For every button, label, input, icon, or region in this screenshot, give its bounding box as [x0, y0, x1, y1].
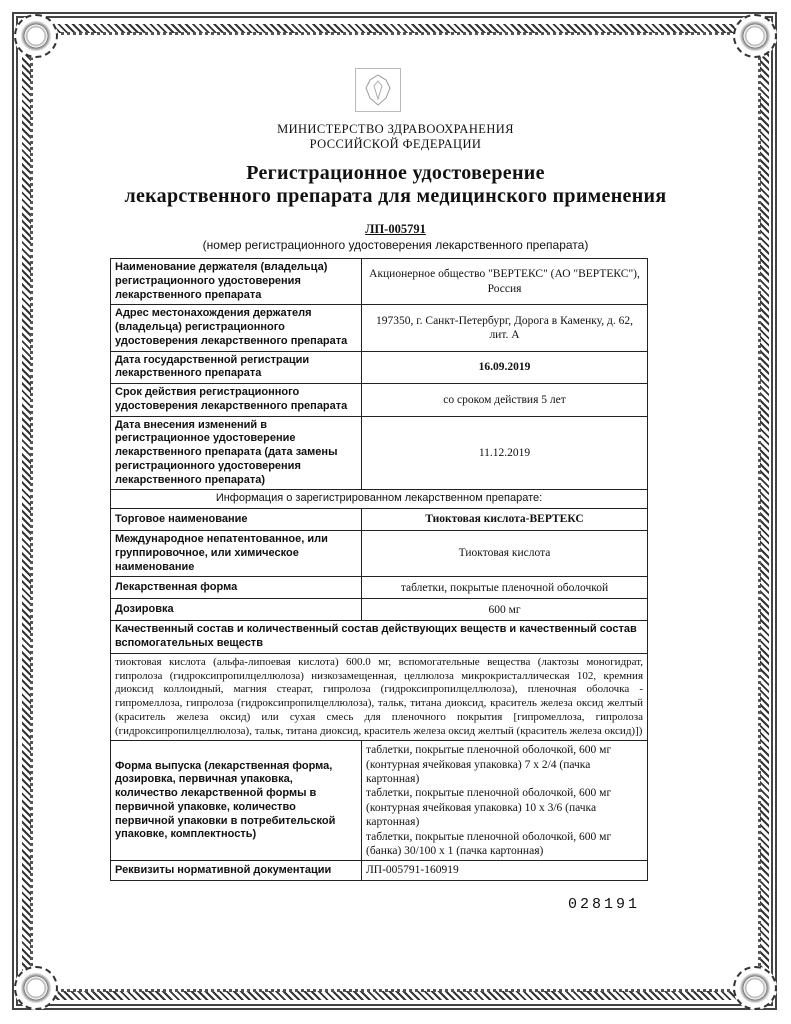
composition-text: тиоктовая кислота (альфа-липоевая кислота) 600.0 мг, вспомогательные вещества (лактозы моногидрат, гипролоза (гидроксипропилцеллюлоза) низкозамещенная, целлюлоза микрокристаллическая 102, кремния диоксид коллоидный, магния стеарат, гипролоза (гидроксипропилцеллюлоза), пленочная оболочка - гипромеллоза, гипролоза (гидроксипропилцеллюлоза), тальк, титана диоксид, краситель железа оксид желтый (краситель железа оксид) или сухая смесь для пленочного покрытия [гипромеллоза, гипролоза (гидроксипропилцеллюлоза), тальк, титана диоксид, краситель железа оксид желтый (краситель железа оксид)])	[111, 653, 648, 741]
table-row	[111, 490, 648, 509]
registration-number: ЛП-005791	[365, 222, 426, 236]
coat-of-arms-icon	[355, 68, 401, 112]
table-row	[111, 416, 648, 490]
table-row	[111, 599, 648, 621]
table-row	[111, 259, 648, 305]
release-form-item: таблетки, покрытые пленочной оболочкой, 600 мг (банка) 30/100 х 1 (пачка картонная)	[366, 830, 612, 857]
serial-number: 028191	[568, 896, 641, 913]
table-row	[111, 384, 648, 417]
holder-name-label: Наименование держателя (владельца) регистрационного удостоверения лекарственного препарата	[111, 259, 362, 305]
corner-rosette	[14, 14, 58, 58]
document-title: Регистрационное удостоверение	[246, 162, 545, 184]
validity-value: со сроком действия 5 лет	[362, 384, 648, 417]
trade-name-value: Тиоктовая кислота-ВЕРТЕКС	[362, 509, 648, 531]
inn-label: Международное непатентованное, или группировочное, или химическое наименование	[111, 531, 362, 577]
dosage-value: 600 мг	[362, 599, 648, 621]
normative-doc-label: Реквизиты нормативной документации	[111, 861, 362, 880]
corner-rosette	[733, 966, 777, 1010]
inn-value: Тиоктовая кислота	[362, 531, 648, 577]
certificate-table	[110, 258, 648, 881]
release-form-label: Форма выпуска (лекарственная форма, дозировка, первичная упаковка, количество лекарственной формы в первичной упаковке, количество первичной упаковки в потребительской упаковке, комплектность)	[111, 741, 362, 861]
holder-name-value: Акционерное общество "ВЕРТЕКС" (АО "ВЕРТЕКС"), Россия	[362, 259, 648, 305]
corner-rosette	[14, 966, 58, 1010]
registration-date-label: Дата государственной регистрации лекарственного препарата	[111, 351, 362, 384]
corner-rosette	[733, 14, 777, 58]
table-row	[111, 351, 648, 384]
release-form-values	[362, 741, 648, 861]
table-row	[111, 305, 648, 351]
registration-number-caption: (номер регистрационного удостоверения лекарственного препарата)	[202, 238, 589, 252]
change-date-value: 11.12.2019	[362, 416, 648, 490]
release-form-item: таблетки, покрытые пленочной оболочкой, 600 мг (контурная ячейковая упаковка) 7 х 2/4 (пачка картонная)	[366, 744, 612, 785]
validity-label: Срок действия регистрационного удостоверения лекарственного препарата	[111, 384, 362, 417]
release-form-item: таблетки, покрытые пленочной оболочкой, 600 мг (контурная ячейковая упаковка) 10 х 3/6 (пачка картонная)	[366, 787, 612, 829]
dosage-form-value: таблетки, покрытые пленочной оболочкой	[362, 577, 648, 599]
normative-doc-value: ЛП-005791-160919	[362, 861, 648, 880]
table-row	[111, 653, 648, 741]
change-date-label: Дата внесения изменений в регистрационное удостоверение лекарственного препарата (дата замены регистрационного удостоверения лекарственного препарата)	[111, 416, 362, 490]
info-header: Информация о зарегистрированном лекарственном препарате:	[111, 490, 648, 509]
trade-name-label: Торговое наименование	[111, 509, 362, 531]
ministry-name: МИНИСТЕРСТВО ЗДРАВООХРАНЕНИЯ	[277, 122, 514, 136]
holder-address-value: 197350, г. Санкт-Петербург, Дорога в Каменку, д. 62, лит. А	[362, 305, 648, 351]
registration-date-value: 16.09.2019	[362, 351, 648, 384]
table-row	[111, 861, 648, 880]
dosage-label: Дозировка	[111, 599, 362, 621]
table-row	[111, 741, 648, 861]
ministry-country: РОССИЙСКОЙ ФЕДЕРАЦИИ	[309, 137, 482, 151]
dosage-form-label: Лекарственная форма	[111, 577, 362, 599]
holder-address-label: Адрес местонахождения держателя (владельца) регистрационного удостоверения лекарственного препарата	[111, 305, 362, 351]
table-row	[111, 531, 648, 577]
document-subtitle: лекарственного препарата для медицинского применения	[124, 185, 667, 207]
table-row	[111, 577, 648, 599]
composition-header: Качественный состав и количественный состав действующих веществ и качественный состав вспомогательных веществ	[111, 621, 648, 654]
table-row	[111, 509, 648, 531]
table-row	[111, 621, 648, 654]
